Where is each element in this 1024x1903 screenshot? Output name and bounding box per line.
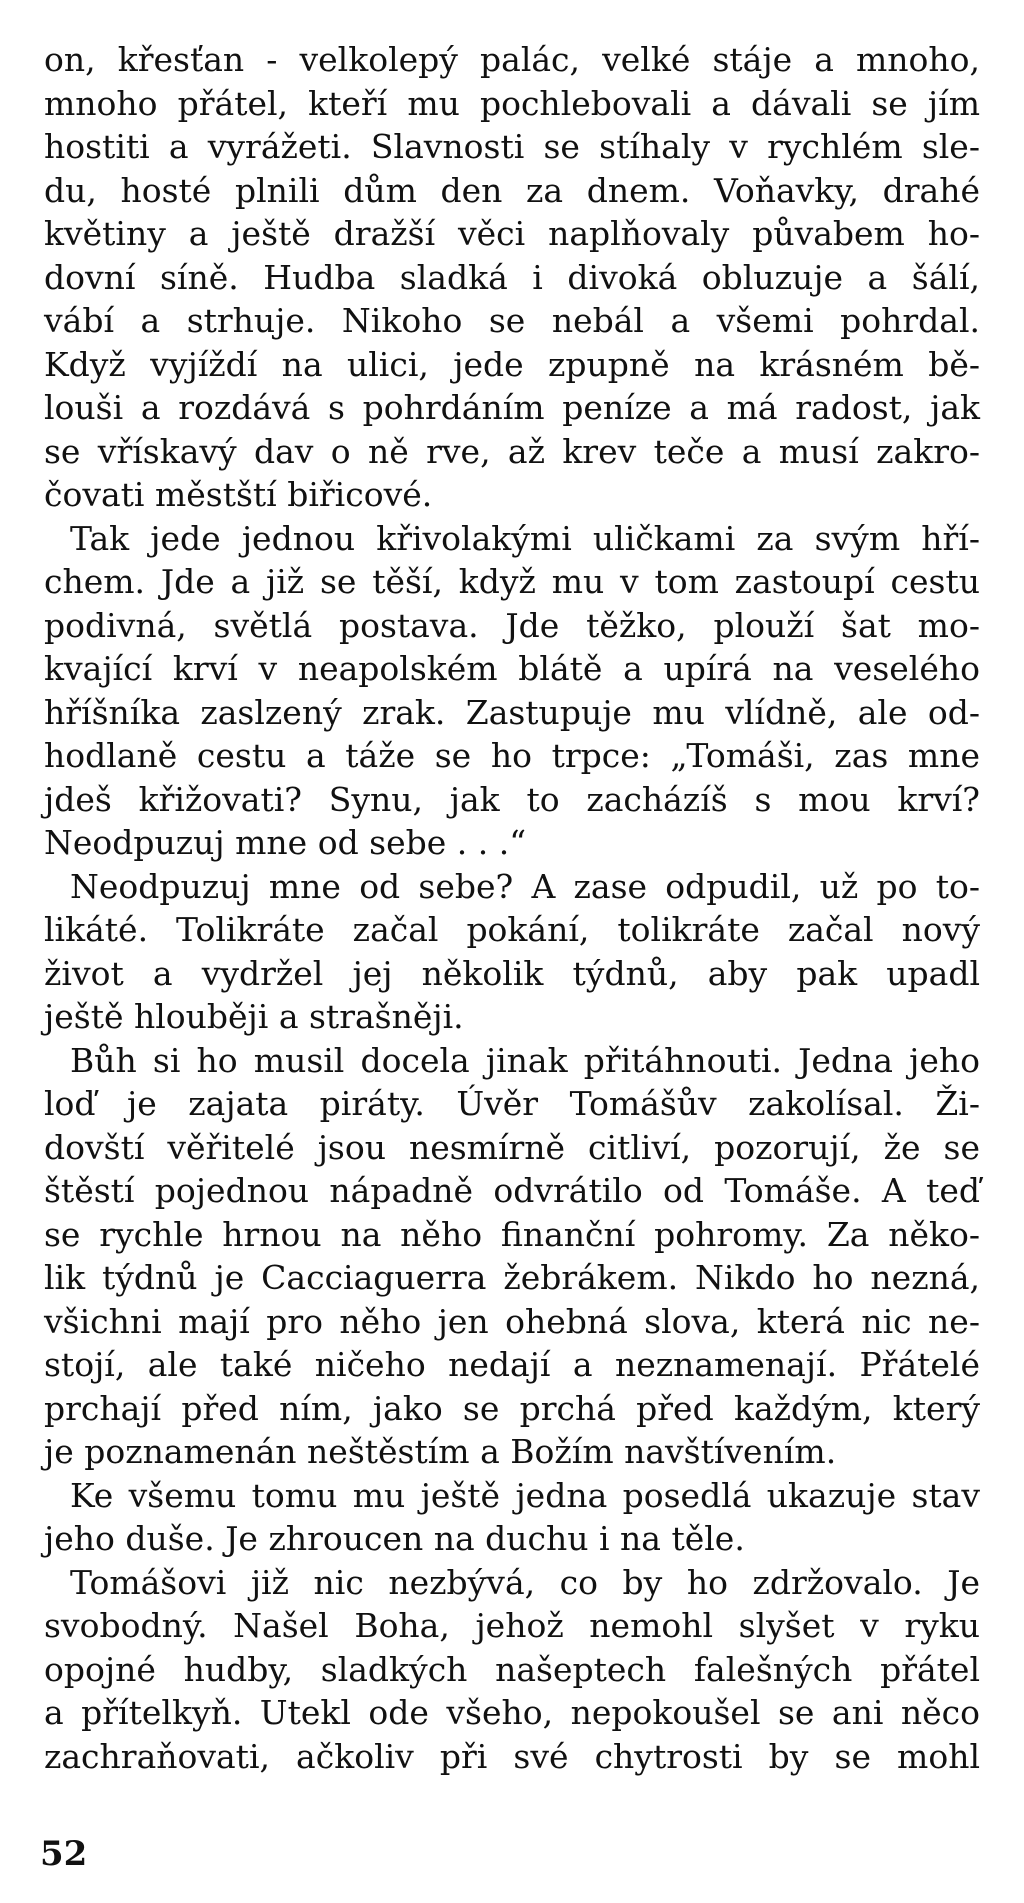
text-line: všichni mají pro něho jen ohebná slova, která nic ne- — [44, 1301, 980, 1341]
text-line: zachraňovati, ačkoliv při své chytrosti by se mohl — [44, 1736, 980, 1776]
text-line: jdeš křižovati? Synu, jak to zacházíš s mou krví? — [44, 779, 980, 819]
text-line: louši a rozdává s pohrdáním peníze a má radost, jak — [44, 388, 980, 427]
text-line: je poznamenán neštěstím a Božím navštívením. — [44, 1432, 837, 1471]
text-line: loď je zajata piráty. Úvěr Tomášův zakolísal. Ži- — [44, 1084, 980, 1123]
text-line: ještě hlouběji a strašněji. — [44, 997, 464, 1036]
text-line: Neodpuzuj mne od sebe . . .“ — [44, 823, 527, 862]
text-line: dovní síně. Hudba sladká i divoká obluzuje a šálí, — [44, 257, 980, 297]
text-line: prchají před ním, jako se prchá před každým, který — [44, 1388, 980, 1428]
paragraph-first-line: Neodpuzuj mne od sebe? A zase odpudil, už po to- — [70, 866, 980, 906]
text-line: opojné hudby, sladkých našeptech falešných přátel — [44, 1649, 980, 1689]
text-line: a přítelkyň. Utekl ode všeho, nepokoušel se ani něco — [44, 1693, 980, 1732]
paragraph-first-line: Tak jede jednou křivolakými uličkami za svým hří- — [70, 518, 980, 558]
text-line: chem. Jde a již se těší, když mu v tom zastoupí cestu — [44, 562, 980, 601]
text-line: život a vydržel jej několik týdnů, aby pak upadl — [44, 953, 980, 993]
paragraph-first-line: Bůh si ho musil docela jinak přitáhnouti. Jedna jeho — [70, 1040, 980, 1080]
text-line: svobodný. Našel Boha, jehož nemohl slyšet v ryku — [44, 1606, 980, 1645]
body-text — [44, 38, 980, 1778]
text-line: lik týdnů je Cacciaguerra žebrákem. Nikdo ho nezná, — [44, 1258, 980, 1297]
text-line: jeho duše. Je zhroucen na duchu i na těle. — [44, 1519, 745, 1558]
text-line: květiny a ještě dražší věci naplňovaly půvabem ho- — [44, 214, 980, 253]
text-line: on, křesťan - velkolepý palác, velké stáje a mnoho, — [44, 40, 980, 79]
text-line: hříšníka zaslzený zrak. Zastupuje mu vlídně, ale od- — [44, 692, 980, 732]
text-line: štěstí pojednou nápadně odvrátilo od Tomáše. A teď — [44, 1171, 980, 1210]
text-line: dovští věřitelé jsou nesmírně citliví, pozorují, že se — [44, 1127, 980, 1167]
text-line: se vřískavý dav o ně rve, až krev teče a musí zakro- — [44, 431, 980, 471]
text-line: čovati městští biřicové. — [44, 475, 433, 514]
text-line: stojí, ale také ničeho nedají a neznamenají. Přátelé — [44, 1345, 980, 1384]
text-line: Když vyjíždí na ulici, jede zpupně na krásném bě- — [44, 344, 980, 384]
text-line: mnoho přátel, kteří mu pochlebovali a dávali se jím — [44, 83, 980, 123]
text-line: vábí a strhuje. Nikoho se nebál a všemi pohrdal. — [44, 301, 980, 340]
text-line: hostiti a vyrážeti. Slavnosti se stíhaly v rychlém sle- — [44, 127, 980, 166]
text-line: likáté. Tolikráte začal pokání, tolikráte začal nový — [44, 910, 980, 949]
text-line: se rychle hrnou na něho finanční pohromy. Za něko- — [44, 1214, 980, 1254]
paragraph-first-line: Ke všemu tomu mu ještě jedna posedlá ukazuje stav — [70, 1475, 980, 1515]
text-line: kvající krví v neapolském blátě a upírá na veselého — [44, 649, 980, 688]
page-number: 52 — [40, 1834, 88, 1874]
text-line: du, hosté plnili dům den za dnem. Voňavky, drahé — [44, 170, 980, 210]
text-line: hodlaně cestu a táže se ho trpce: „Tomáši, zas mne — [44, 736, 980, 775]
paragraph-first-line: Tomášovi již nic nezbývá, co by ho zdržovalo. Je — [70, 1562, 980, 1602]
text-line: podivná, světlá postava. Jde těžko, plouží šat mo- — [44, 605, 980, 645]
